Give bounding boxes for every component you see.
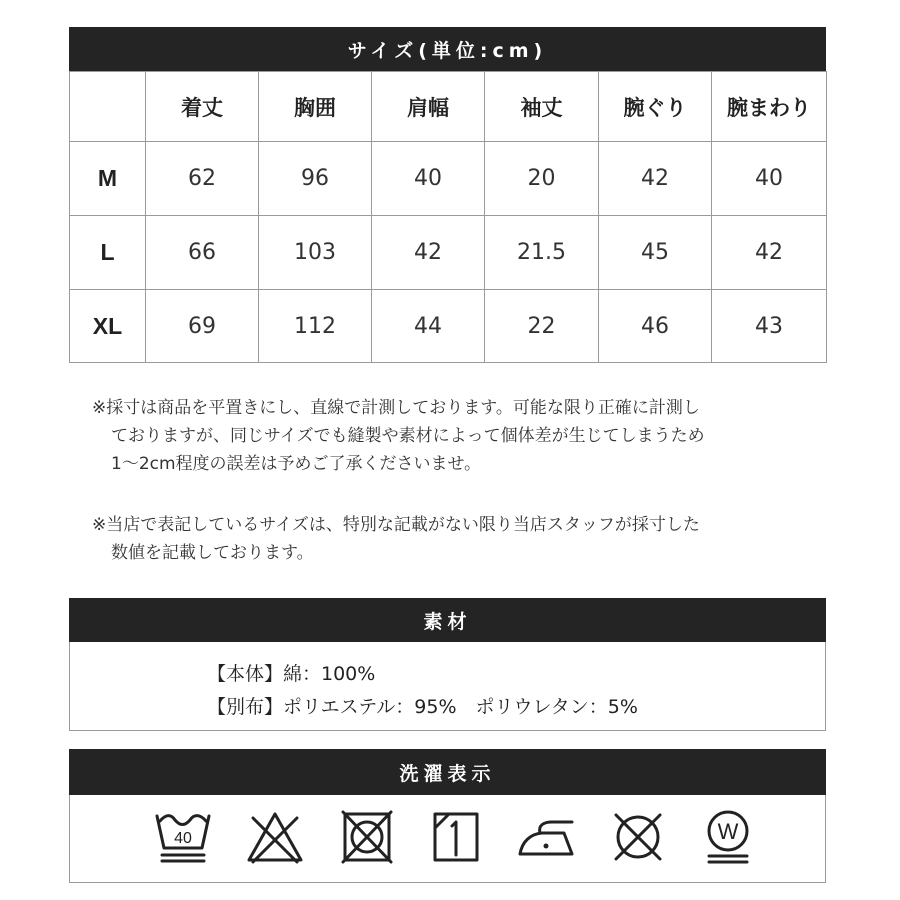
table-cell: 46 bbox=[599, 290, 712, 363]
size-label: L bbox=[70, 216, 146, 290]
wash-40-icon bbox=[153, 808, 213, 866]
table-cell: 20 bbox=[485, 142, 599, 216]
table-cell: 66 bbox=[146, 216, 259, 290]
line-dry-shade-icon bbox=[426, 808, 486, 866]
table-cell: 96 bbox=[259, 142, 372, 216]
column-header: 肩幅 bbox=[372, 72, 485, 142]
table-cell: 40 bbox=[372, 142, 485, 216]
table-row bbox=[70, 216, 827, 290]
table-cell: 22 bbox=[485, 290, 599, 363]
table-row bbox=[70, 290, 827, 363]
wash-temperature-label: 40 bbox=[174, 830, 192, 847]
size-section-header bbox=[69, 27, 826, 71]
table-cell: 112 bbox=[259, 290, 372, 363]
material-box bbox=[69, 642, 826, 731]
size-table-header-row bbox=[70, 72, 827, 142]
table-cell: 45 bbox=[599, 216, 712, 290]
wet-clean-label: W bbox=[717, 819, 739, 844]
material-main-line: 【本体】綿：100% bbox=[207, 663, 376, 685]
table-cell: 103 bbox=[259, 216, 372, 290]
no-dry-clean-icon bbox=[608, 808, 668, 866]
material-section-header bbox=[69, 598, 826, 642]
size-label: XL bbox=[70, 290, 146, 363]
table-cell: 62 bbox=[146, 142, 259, 216]
size-table-corner-cell bbox=[70, 72, 146, 142]
table-row bbox=[70, 142, 827, 216]
wet-clean-icon bbox=[698, 808, 758, 866]
note-line: ておりますが、同じサイズでも縫製や素材によって個体差が生じてしまうため bbox=[111, 426, 705, 446]
column-header: 胸囲 bbox=[259, 72, 372, 142]
note-line: ※当店で表記しているサイズは、特別な記載がない限り当店スタッフが採寸した bbox=[92, 515, 700, 535]
staff-measurement-note bbox=[92, 511, 822, 567]
material-sub-line: 【別布】ポリエステル：95% ポリウレタン：5% bbox=[207, 696, 638, 718]
table-cell: 42 bbox=[712, 216, 827, 290]
column-header: 袖丈 bbox=[485, 72, 599, 142]
material-section-title: 素材 bbox=[423, 610, 472, 633]
iron-low-icon bbox=[516, 808, 576, 866]
care-label-box bbox=[69, 795, 826, 883]
table-cell: 69 bbox=[146, 290, 259, 363]
column-header: 腕まわり bbox=[712, 72, 827, 142]
column-header: 腕ぐり bbox=[599, 72, 712, 142]
note-line: ※採寸は商品を平置きにし、直線で計測しております。可能な限り正確に計測し bbox=[92, 398, 700, 418]
care-section-header bbox=[69, 749, 826, 795]
size-section-title: サイズ(単位:cm) bbox=[347, 39, 548, 62]
table-cell: 44 bbox=[372, 290, 485, 363]
measurement-note bbox=[92, 394, 822, 478]
no-tumble-dry-icon bbox=[337, 808, 397, 866]
table-cell: 43 bbox=[712, 290, 827, 363]
table-cell: 21.5 bbox=[485, 216, 599, 290]
table-cell: 40 bbox=[712, 142, 827, 216]
table-cell: 42 bbox=[372, 216, 485, 290]
note-line: 1〜2cm程度の誤差は予めご了承くださいませ。 bbox=[111, 454, 482, 474]
no-bleach-icon bbox=[245, 808, 305, 866]
note-line: 数値を記載しております。 bbox=[111, 543, 314, 563]
size-table bbox=[69, 71, 827, 363]
care-section-title: 洗濯表示 bbox=[399, 762, 496, 785]
column-header: 着丈 bbox=[146, 72, 259, 142]
size-label: M bbox=[70, 142, 146, 216]
table-cell: 42 bbox=[599, 142, 712, 216]
